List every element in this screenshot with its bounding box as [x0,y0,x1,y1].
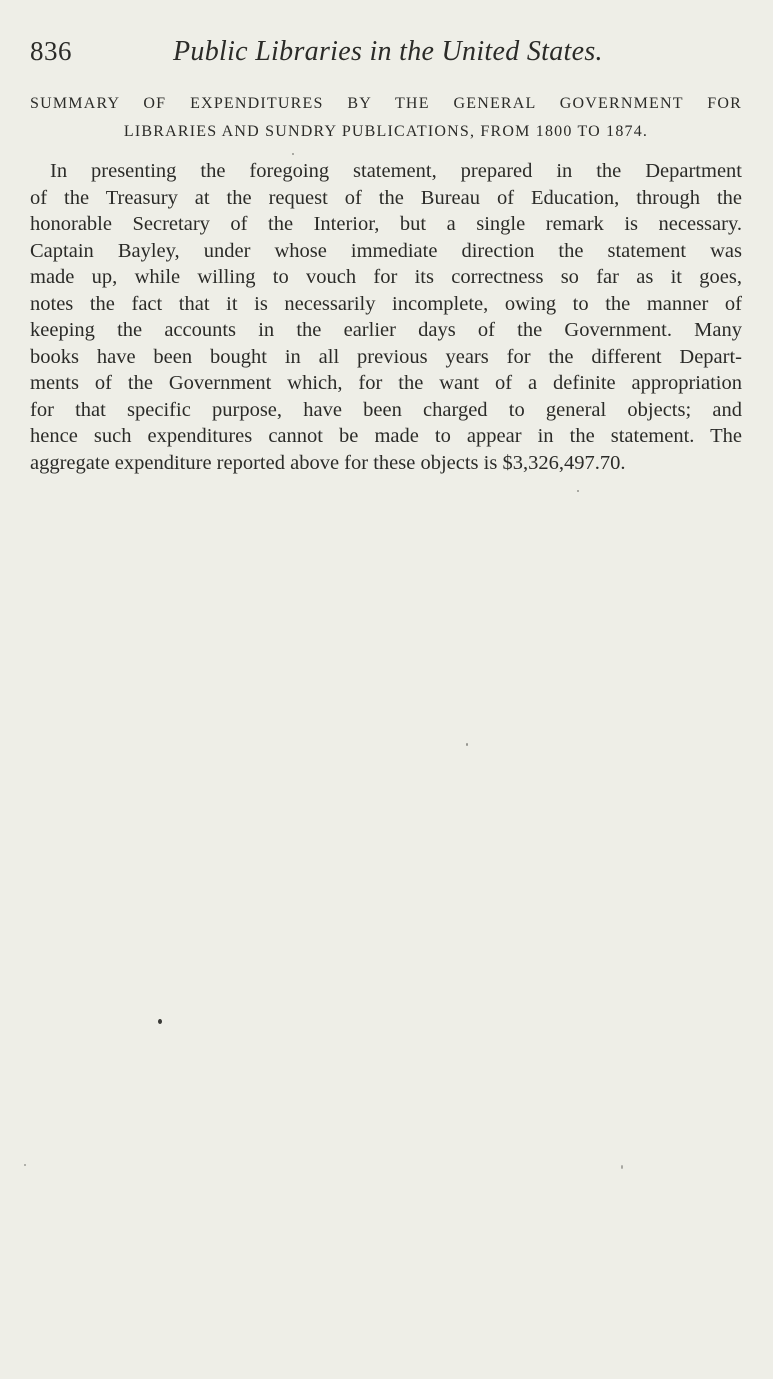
print-speck [621,1165,623,1169]
paragraph-line: for that specific purpose, have been charged to general objects; and [30,398,742,421]
paragraph-line: books have been bought in all previous years for the different Depart- [30,345,742,368]
running-title: Public Libraries in the United States. [173,36,603,67]
section-heading [30,90,742,146]
print-speck [577,490,579,492]
paragraph-line: ments of the Government which, for the want of a definite appropriation [30,372,742,394]
paragraph-line: made up, while willing to vouch for its correctness so far as it goes, [30,266,742,288]
print-speck [466,743,468,746]
body-paragraph [30,158,742,476]
paragraph-line: hence such expenditures cannot be made to appear in the statement. The [30,425,742,447]
paragraph-line: aggregate expenditure reported above for these objects is $3,326,497.70. [30,451,626,474]
paragraph-line: Captain Bayley, under whose immediate direction the statement was [30,239,742,262]
paragraph-line: of the Treasury at the request of the Bureau of Education, through the [30,186,742,209]
section-heading-line: SUMMARY OF EXPENDITURES BY THE GENERAL GOVERNMENT FOR [30,95,742,112]
paragraph-line: keeping the accounts in the earlier days of the Government. Many [30,319,742,341]
print-speck [158,1019,162,1024]
print-speck [292,153,294,155]
paragraph-line: In presenting the foregoing statement, prepared in the Department [50,160,742,182]
page-header [30,36,730,76]
print-speck [24,1164,26,1166]
paragraph-line: honorable Secretary of the Interior, but a single remark is necessary. [30,213,742,235]
page-number: 836 [30,36,72,66]
section-heading-line: LIBRARIES AND SUNDRY PUBLICATIONS, FROM 1800 TO 1874. [123,123,649,140]
paragraph-line: notes the fact that it is necessarily incomplete, owing to the manner of [30,292,742,315]
